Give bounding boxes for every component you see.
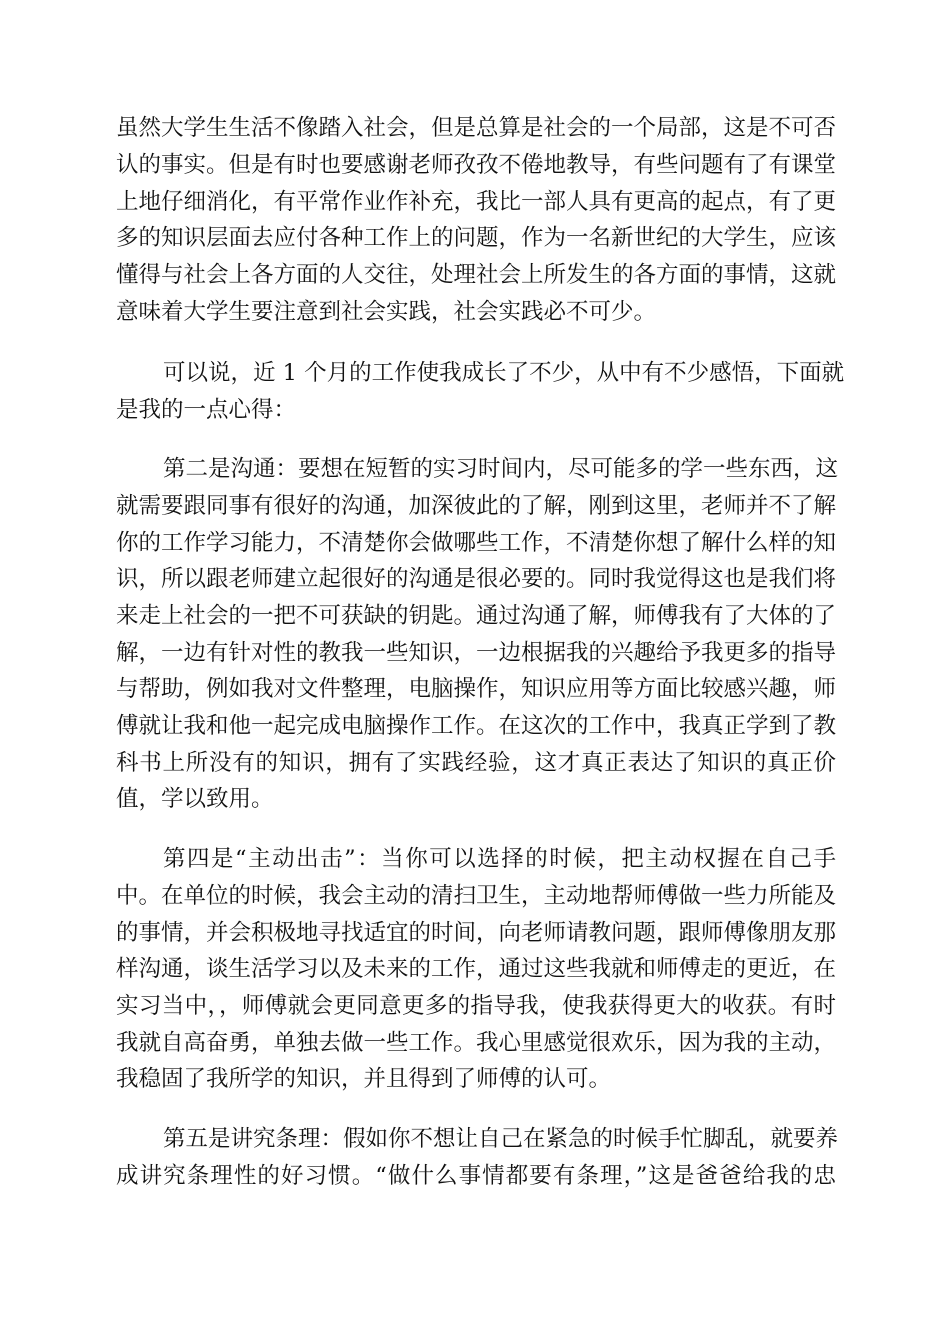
text-line: 虽然大学生生活不像踏入社会，但是总算是社会的一个局部，这是不可否 — [116, 115, 837, 141]
text-line: 你的工作学习能力，不清楚你会做哪些工作，不清楚你想了解什么样的知 — [116, 530, 837, 556]
text-line: 我就自高奋勇，单独去做一些工作。我心里感觉很欢乐，因为我的主动， — [116, 1030, 837, 1056]
text-line: 的事情，并会积极地寻找适宜的时间，向老师请教问题，跟师傅像朋友那 — [116, 920, 837, 946]
text-line: 中。在单位的时候，我会主动的清扫卫生，主动地帮师傅做一些力所能及 — [116, 883, 837, 909]
text-line: 傅就让我和他一起完成电脑操作工作。在这次的工作中，我真正学到了教 — [116, 713, 837, 739]
text-line: 是我的一点心得： — [116, 397, 297, 423]
text-line: 科书上所没有的知识，拥有了实践经验，这才真正表达了知识的真正价 — [116, 750, 836, 776]
text-line: 我稳固了我所学的知识，并且得到了师傅的认可。 — [116, 1066, 612, 1092]
text-line: 意味着大学生要注意到社会实践，社会实践必不可少。 — [116, 299, 657, 325]
text-line: 可以说，近 1 个月的工作使我成长了不少，从中有不少感悟，下面就 — [163, 360, 845, 386]
text-line: 来走上社会的一把不可获缺的钥匙。通过沟通了解，师傅我有了大体的了 — [116, 603, 837, 629]
text-line: 上地仔细消化，有平常作业作补充，我比一部人具有更高的起点，有了更 — [116, 189, 837, 215]
text-line: 认的事实。但是有时也要感谢老师孜孜不倦地教导，有些问题有了有课堂 — [116, 152, 837, 178]
text-line: 成讲究条理性的好习惯。“做什么事情都要有条理，”这是爸爸给我的忠 — [116, 1163, 836, 1189]
text-line: 实习当中，，师傅就会更同意更多的指导我，使我获得更大的收获。有时 — [116, 993, 836, 1019]
text-line: 就需要跟同事有很好的沟通，加深彼此的了解，刚到这里，老师并不了解 — [116, 493, 837, 519]
text-line: 多的知识层面去应付各种工作上的问题，作为一名新世纪的大学生，应该 — [116, 225, 837, 251]
text-line: 懂得与社会上各方面的人交往，处理社会上所发生的各方面的事情，这就 — [116, 262, 837, 288]
text-line: 识，所以跟老师建立起很好的沟通是很必要的。同时我觉得这也是我们将 — [116, 566, 837, 592]
text-line: 解，一边有针对性的教我一些知识，一边根据我的兴趣给予我更多的指导 — [116, 640, 837, 666]
text-line: 样沟通，谈生活学习以及未来的工作，通过这些我就和师傅走的更近，在 — [116, 956, 837, 982]
text-line: 值，学以致用。 — [116, 786, 274, 812]
text-line: 与帮助，例如我对文件整理，电脑操作，知识应用等方面比较感兴趣，师 — [116, 676, 837, 702]
text-line: 第五是讲究条理：假如你不想让自己在紧急的时候手忙脚乱，就要养 — [163, 1126, 839, 1152]
text-line: 第二是沟通：要想在短暂的实习时间内，尽可能多的学一些东西，这 — [163, 456, 839, 482]
text-line: 第四是“主动出击”：当你可以选择的时候，把主动权握在自己手 — [163, 846, 836, 872]
